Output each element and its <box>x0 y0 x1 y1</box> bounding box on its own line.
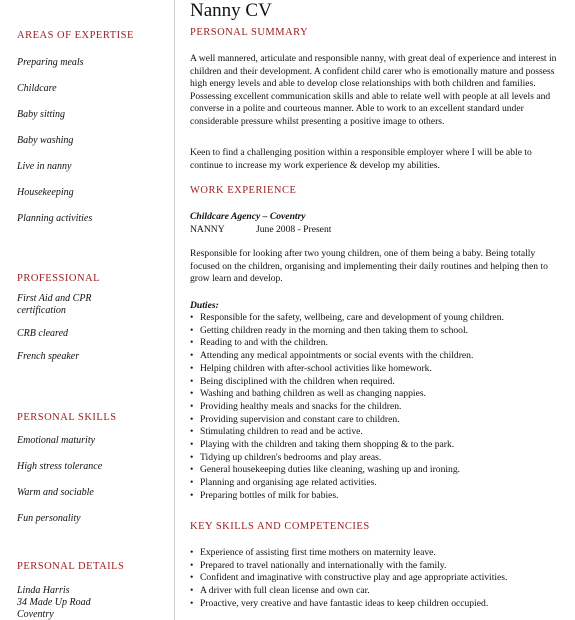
bullet-icon: • <box>190 312 194 323</box>
list-item: • A driver with full clean license and own car. <box>190 585 370 597</box>
list-item: • Providing supervision and constant care to children. <box>190 413 400 425</box>
bullet-icon: • <box>190 585 194 597</box>
list-item: • Prepared to travel nationally and internationally with the family. <box>190 559 447 571</box>
personal-skill-item: Warm and sociable <box>17 487 94 498</box>
list-item: • Being disciplined with the children when required. <box>190 375 395 387</box>
bullet-icon: • <box>190 388 194 400</box>
list-item: • Reading to and with the children. <box>190 337 328 349</box>
list-item: • Proactive, very creative and have fantastic ideas to keep children occupied. <box>190 597 489 609</box>
expertise-item: Planning activities <box>17 213 93 224</box>
expertise-item: Live in nanny <box>17 161 72 172</box>
list-item: • Responsible for the safety, wellbeing, care and development of young children. <box>190 312 504 323</box>
expertise-item: Preparing meals <box>17 57 84 68</box>
page-title: Nanny CV <box>190 0 272 21</box>
list-item: • Preparing bottles of milk for babies. <box>190 489 339 501</box>
work-experience-heading: WORK EXPERIENCE <box>190 185 297 196</box>
bullet-icon: • <box>190 324 194 336</box>
personal-skill-item: Fun personality <box>17 513 81 524</box>
duties-list <box>190 312 570 503</box>
bullet-icon: • <box>190 439 194 451</box>
list-item: • Playing with the children and taking them shopping & to the park. <box>190 439 455 451</box>
bullet-icon: • <box>190 597 194 609</box>
expertise-item: Baby washing <box>17 135 74 146</box>
job-role-line <box>190 224 331 235</box>
professional-item: French speaker <box>17 351 80 362</box>
list-item: • Planning and organising age related activities. <box>190 477 377 489</box>
bullet-icon: • <box>190 400 194 412</box>
bullet-icon: • <box>190 559 194 571</box>
personal-details-heading: PERSONAL DETAILS <box>17 561 125 572</box>
bullet-icon: • <box>190 489 194 501</box>
professional-item: CRB cleared <box>17 328 69 339</box>
list-item: • Confident and imaginative with constructive play and age appropriate activities. <box>190 572 508 584</box>
personal-skill-item: Emotional maturity <box>17 435 96 446</box>
bullet-icon: • <box>190 547 194 558</box>
list-item: • Experience of assisting first time mothers on maternity leave. <box>190 547 436 558</box>
detail-name: Linda Harris <box>17 585 70 596</box>
professional-item: First Aid and CPR certification <box>17 293 92 316</box>
list-item: • Attending any medical appointments or social events with the children. <box>190 350 474 362</box>
summary-paragraph-2: Keen to find a challenging position within a responsible employer where I will be able to continue to increase my work experience & develop my abilities. <box>190 147 532 171</box>
bullet-icon: • <box>190 375 194 387</box>
key-skills-heading: KEY SKILLS AND COMPETENCIES <box>190 521 370 532</box>
list-item: • Providing healthy meals and snacks for the children. <box>190 400 402 412</box>
job-description: Responsible for looking after two young children, one of them being a baby. Being totally focused on the children, organising and implementing their daily routines and helping then to grow learn and develop. <box>190 248 548 285</box>
list-item: • Getting children ready in the morning and then taking them to school. <box>190 324 469 336</box>
areas-of-expertise-heading: AREAS OF EXPERTISE <box>17 30 134 41</box>
bullet-icon: • <box>190 464 194 476</box>
detail-city: Coventry <box>17 609 54 620</box>
list-item: • Helping children with after-school activities like homework. <box>190 362 432 374</box>
bullet-icon: • <box>190 350 194 362</box>
bullet-icon: • <box>190 451 194 463</box>
bullet-icon: • <box>190 362 194 374</box>
employer: Childcare Agency – Coventry <box>190 211 306 222</box>
job-dates: June 2008 - Present <box>256 224 332 235</box>
bullet-icon: • <box>190 337 194 349</box>
duties-label: Duties: <box>190 300 219 311</box>
detail-address: 34 Made Up Road <box>17 597 91 608</box>
bullet-icon: • <box>190 413 194 425</box>
expertise-item: Baby sitting <box>17 109 66 120</box>
summary-paragraph: A well mannered, articulate and responsible nanny, with great deal of experience and interest in children and their development. A confident child carer who is emotionally mature and possess high energy levels and able to develop close relationships with both children and families. Possessing excellent communication skills and able to relate well with people at all levels and converse in a polite and courteous manner. Able to work to an excellent standard under considerable pressure whilst presenting a positive image to others. <box>190 53 557 127</box>
personal-skills-heading: PERSONAL SKILLS <box>17 412 117 423</box>
bullet-icon: • <box>190 572 194 584</box>
expertise-item: Childcare <box>17 83 57 94</box>
bullet-icon: • <box>190 477 194 489</box>
list-item: • Stimulating children to read and be active. <box>190 426 363 438</box>
professional-heading: PROFESSIONAL <box>17 273 101 284</box>
job-role: NANNY <box>190 224 225 235</box>
list-item: • Tidying up children's bedrooms and play areas. <box>190 451 382 463</box>
expertise-item: Housekeeping <box>17 187 74 198</box>
list-item: • General housekeeping duties like cleaning, washing up and ironing. <box>190 464 461 476</box>
bullet-icon: • <box>190 426 194 438</box>
skills-list <box>190 547 570 611</box>
personal-skill-item: High stress tolerance <box>17 461 103 472</box>
personal-summary-heading: PERSONAL SUMMARY <box>190 27 309 38</box>
list-item: • Washing and bathing children as well as changing nappies. <box>190 388 426 400</box>
